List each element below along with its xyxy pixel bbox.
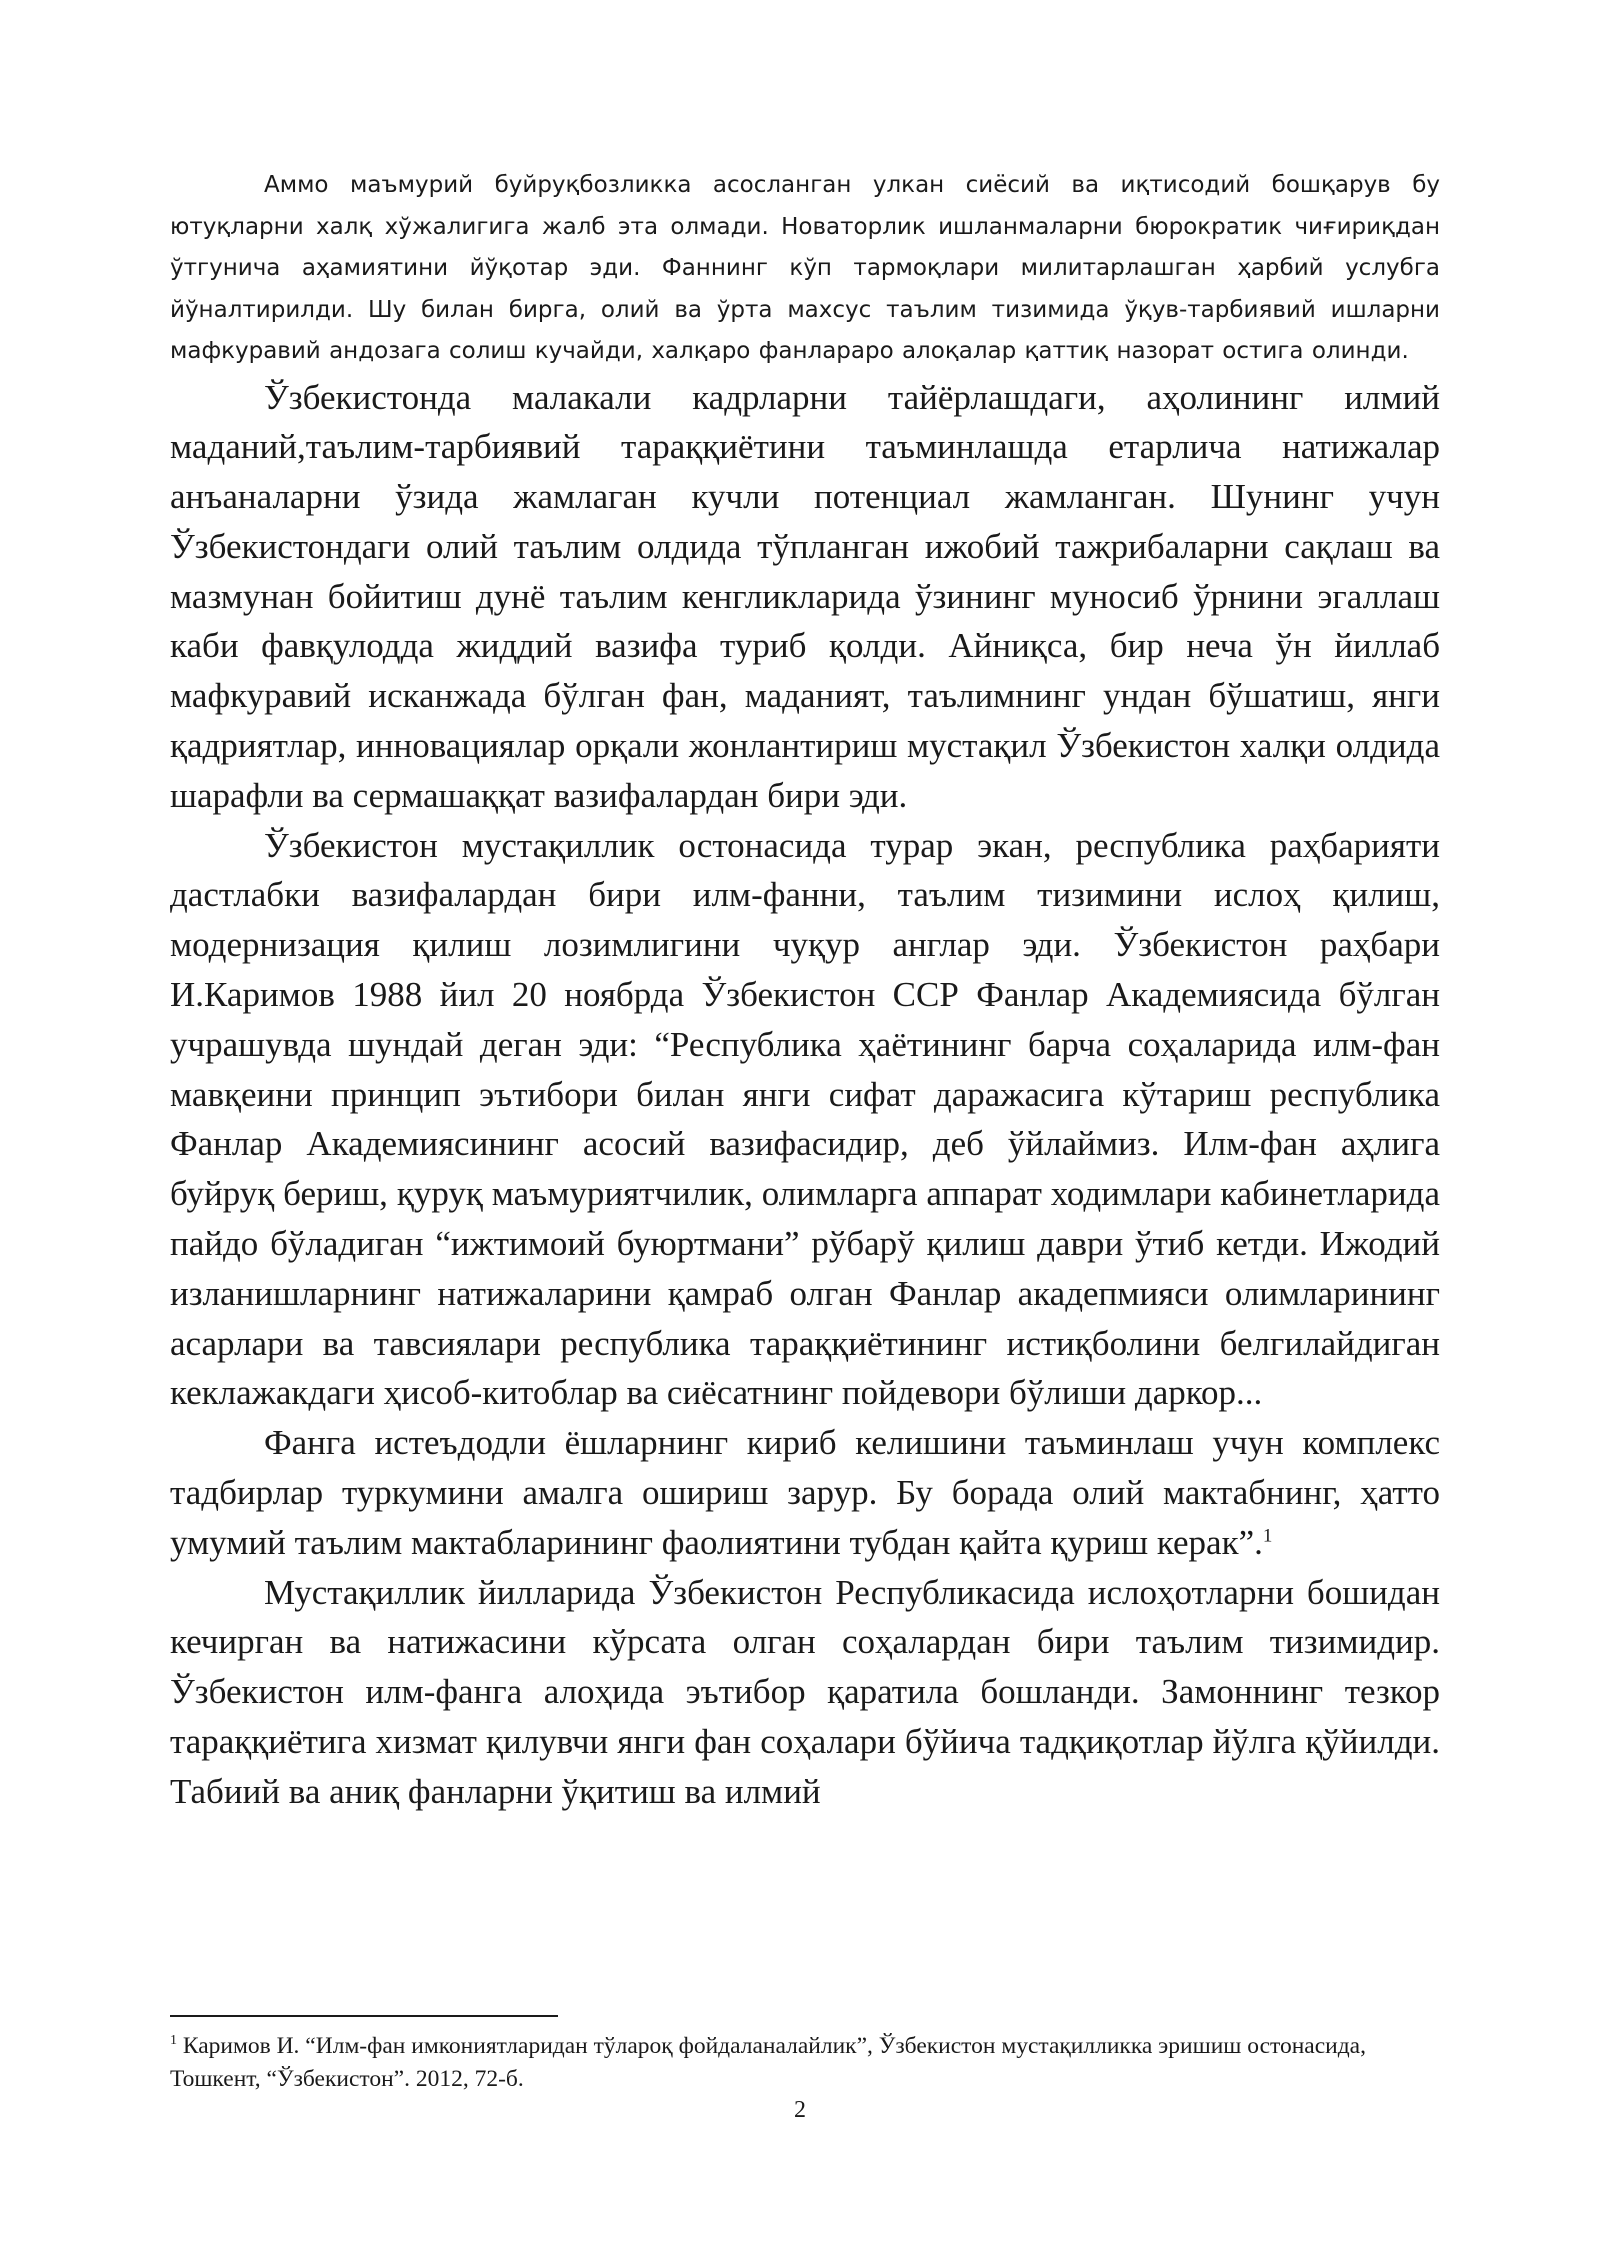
paragraph-independence: Ўзбекистон мустақиллик остонасида турар экан, республика раҳбарияти дастлабки вазифалардан бири илм-фанни, таълим тизимини ислоҳ қилиш, модернизация қилиш лозимлигини чуқур англар эди. Ўзбекистон раҳбари И.Каримов 1988 йил 20 ноябрда Ўзбекистон ССР Фанлар Академиясида бўлган учрашувда шундай деган эди: “Республика ҳаётининг барча соҳаларида илм-фан мавқеини принцип эътибори билан янги сифат даражасига кўтариш республика Фанлар Академиясининг асосий вазифасидир, деб ўйлаймиз. Илм-фан аҳлига буйруқ бериш, қуруқ маъмуриятчилик, олимларга аппарат ходимлари кабинетларида пайдо бўладиган “ижтимоий буюртмани” рўбарў қилиш даври ўтиб кетди. Ижодий изланишларнинг натижаларини қамраб олган Фанлар акадепмияси олимларининг асарлари ва тавсиялари республика тараққиётининг истиқболини белгилайдиган кеклажакдаги ҳисоб-китоблар ва сиёсатнинг пойдевори бўлиши даркор... — [170, 825, 1440, 1413]
document-body — [170, 165, 1440, 1817]
paragraph-cadres: Ўзбекистонда малакали кадрларни тайёрлашдаги, аҳолининг илмий маданий,таълим-тарбиявий тараққиётини таъминлашда етарлича натижалар анъаналарни ўзида жамлаган кучли потенциал жамланган. Шунинг учун Ўзбекистондаги олий таълим олдида тўпланган ижобий тажрибаларни сақлаш ва мазмунан бойитиш дунё таълим кенгликларида ўзининг муносиб ўрнини эгаллаш каби фавқулодда жиддий вазифа туриб қолди. Айниқса, бир неча ўн йиллаб мафкуравий исканжада бўлган фан, маданият, таълимнинг ундан бўшатиш, янги қадриятлар, инновациялар орқали жонлантириш мустақил Ўзбекистон халқи олдида шарафли ва сермашаққат вазифалардан бири эди. — [170, 377, 1440, 815]
paragraph-reforms: Мустақиллик йилларида Ўзбекистон Республикасида ислоҳотларни бошидан кечирган ва натижасини кўрсата олган соҳалардан бири таълим тизимидир. Ўзбекистон илм-фанга алоҳида эътибор қаратила бошланди. Замоннинг тезкор тараққиётига хизмат қилувчи янги фан соҳалари бўйича тадқиқотлар йўлга қўйилди. Табиий ва аниқ фанларни ўқитиш ва илмий — [170, 1572, 1440, 1811]
footnote-reference[interactable]: 1 — [1262, 1525, 1273, 1547]
paragraph-youth — [170, 1418, 1440, 1567]
footnote — [170, 2030, 1440, 2096]
paragraph-intro: Аммо маъмурий буйруқбозликка асосланган улкан сиёсий ва иқтисодий бошқарув бу ютуқларни халқ хўжалигига жалб эта олмади. Новаторлик ишланмаларни бюрократик чиғириқдан ўтгунича аҳамиятини йўқотар эди. Фаннинг кўп тармоқлари милитарлашган ҳарбий услубга йўналтирилди. Шу билан бирга, олий ва ўрта махсус таълим тизимида ўқув-тарбиявий ишларни мафкуравий андозага солиш кучайди, халқаро фанлараро алоқалар қаттиқ назорат остига олинди. — [170, 172, 1440, 364]
paragraph-youth-text: Фанга истеъдодли ёшларнинг кириб келишини таъминлаш учун комплекс тадбирлар туркумини амалга ошириш зарур. Бу борада олий мактабнинг, ҳатто умумий таълим мактабларининг фаолиятини тубдан қайта қуриш керак”. — [170, 1423, 1440, 1562]
footnote-mark: 1 — [170, 2033, 177, 2049]
footnote-separator — [170, 2015, 558, 2017]
footnote-text: Каримов И. “Илм-фан имкониятларидан тўлароқ фойдаланалайлик”, Ўзбекистон мустақилликка эришиш остонасида, Тошкент, “Ўзбекистон”. 2012, 72-б. — [170, 2033, 1366, 2092]
page-number: 2 — [794, 2097, 806, 2123]
